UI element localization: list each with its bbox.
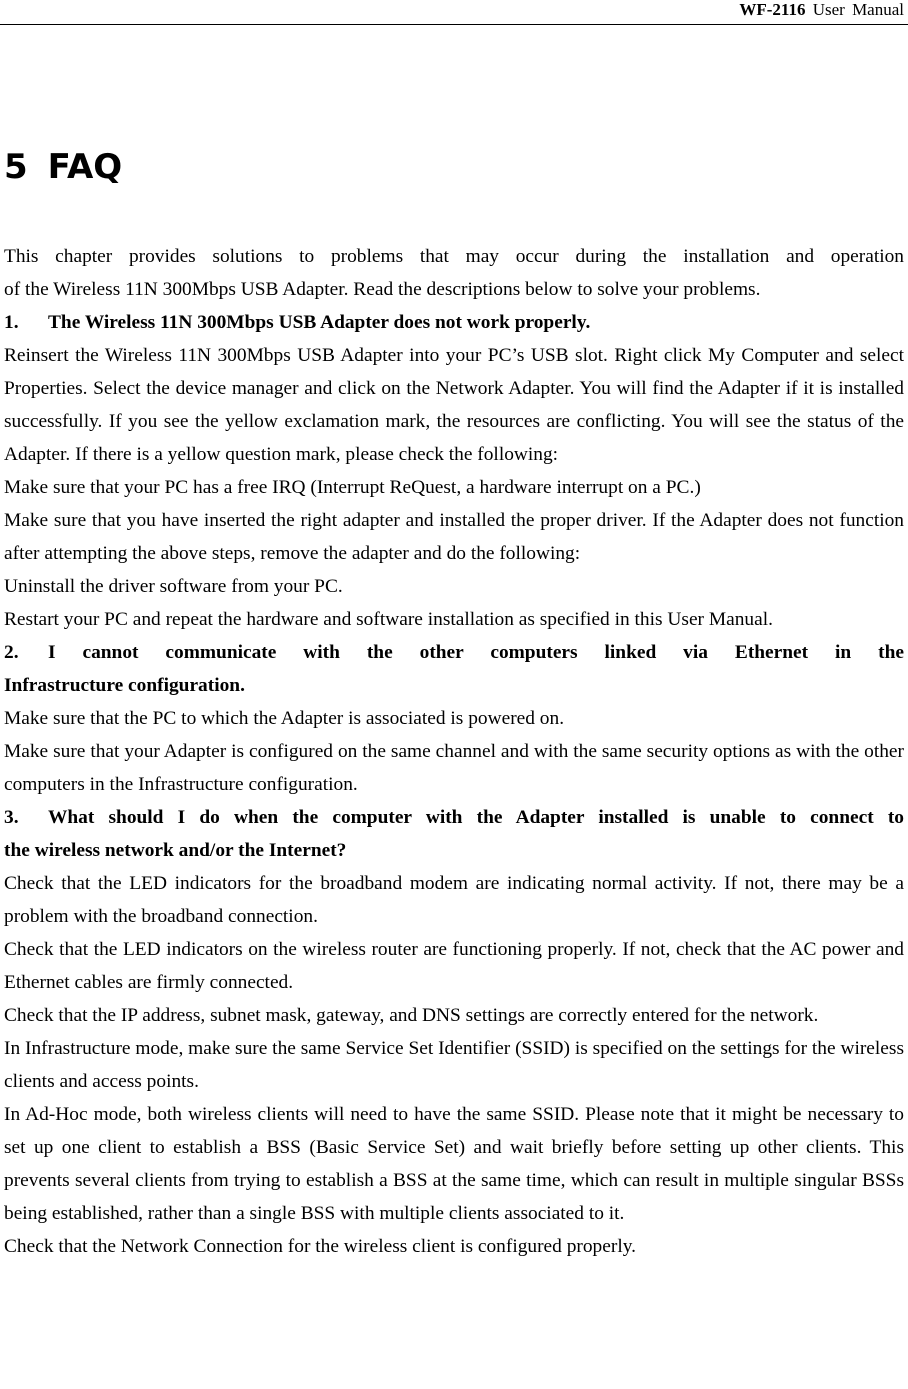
answer-3-paragraph-4: In Infrastructure mode, make sure the same Service Set Identifier (SSID) is specified on the settings for the wireless clients and access points. (4, 1038, 904, 1092)
question-1 (4, 306, 904, 339)
question-3-number: 3. (4, 807, 19, 828)
chapter-number: 5 (4, 147, 28, 187)
question-2-number: 2. (4, 642, 19, 663)
answer-3-paragraph-2: Check that the LED indicators on the wireless router are functioning properly. If not, check that the AC power and Ethernet cables are firmly connected. (4, 939, 904, 993)
answer-1-paragraph-4: Uninstall the driver software from your PC. (4, 576, 343, 597)
intro-line-1: This chapter provides solutions to problems that may occur during the installation and operation (4, 246, 904, 267)
answer-2-paragraph-1: Make sure that the PC to which the Adapter is associated is powered on. (4, 708, 565, 729)
answer-1-paragraph-3: Make sure that you have inserted the right adapter and installed the proper driver. If the Adapter does not function after attempting the above steps, remove the adapter and do the following: (4, 510, 904, 564)
question-3-text: What should I do when the computer with the Adapter installed is unable to connect to (48, 807, 904, 828)
faq-content (4, 240, 904, 1263)
header-title: User Manual (812, 0, 904, 19)
question-3-line-2: the wireless network and/or the Internet? (4, 840, 347, 861)
answer-1-paragraph-2: Make sure that your PC has a free IRQ (Interrupt ReQuest, a hardware interrupt on a PC.) (4, 477, 701, 498)
answer-1-paragraph-5: Restart your PC and repeat the hardware and software installation as specified in this User Manual. (4, 609, 773, 630)
question-1-number: 1. (4, 312, 19, 333)
chapter-title (4, 142, 122, 192)
question-2-text: I cannot communicate with the other computers linked via Ethernet in the (48, 642, 904, 663)
answer-2-paragraph-2: Make sure that your Adapter is configured on the same channel and with the same security options as with the other computers in the Infrastructure configuration. (4, 741, 904, 795)
header-text (739, 0, 904, 20)
question-1-text: The Wireless 11N 300Mbps USB Adapter does not work properly. (48, 312, 591, 333)
answer-3-paragraph-5: In Ad-Hoc mode, both wireless clients will need to have the same SSID. Please note that it might be necessary to set up one client to establish a BSS (Basic Service Set) and wait briefly before setting up other clients. This prevents several clients from trying to establish a BSS at the same time, which can result in multiple singular BSSs being established, rather than a single BSS with multiple clients associated to it. (4, 1104, 904, 1224)
chapter-title-text: FAQ (47, 147, 123, 187)
answer-3-paragraph-6: Check that the Network Connection for the wireless client is configured properly. (4, 1236, 636, 1257)
question-2-line-2: Infrastructure configuration. (4, 675, 245, 696)
question-2-line-1 (4, 636, 904, 669)
header-model: WF-2116 (739, 0, 806, 19)
answer-3-paragraph-1: Check that the LED indicators for the broadband modem are indicating normal activity. If not, there may be a problem with the broadband connection. (4, 873, 904, 927)
answer-1-paragraph-1: Reinsert the Wireless 11N 300Mbps USB Adapter into your PC’s USB slot. Right click My Computer and select Properties. Select the device manager and click on the Network Adapter. You will find the Adapter if it is installed successfully. If you see the yellow exclamation mark, the resources are conflicting. You will see the status of the Adapter. If there is a yellow question mark, please check the following: (4, 345, 904, 465)
answer-3-paragraph-3: Check that the IP address, subnet mask, gateway, and DNS settings are correctly entered for the network. (4, 1005, 819, 1026)
question-3-line-1 (4, 801, 904, 834)
intro-line-2: of the Wireless 11N 300Mbps USB Adapter. Read the descriptions below to solve your problems. (4, 279, 761, 300)
page-header (0, 0, 908, 25)
